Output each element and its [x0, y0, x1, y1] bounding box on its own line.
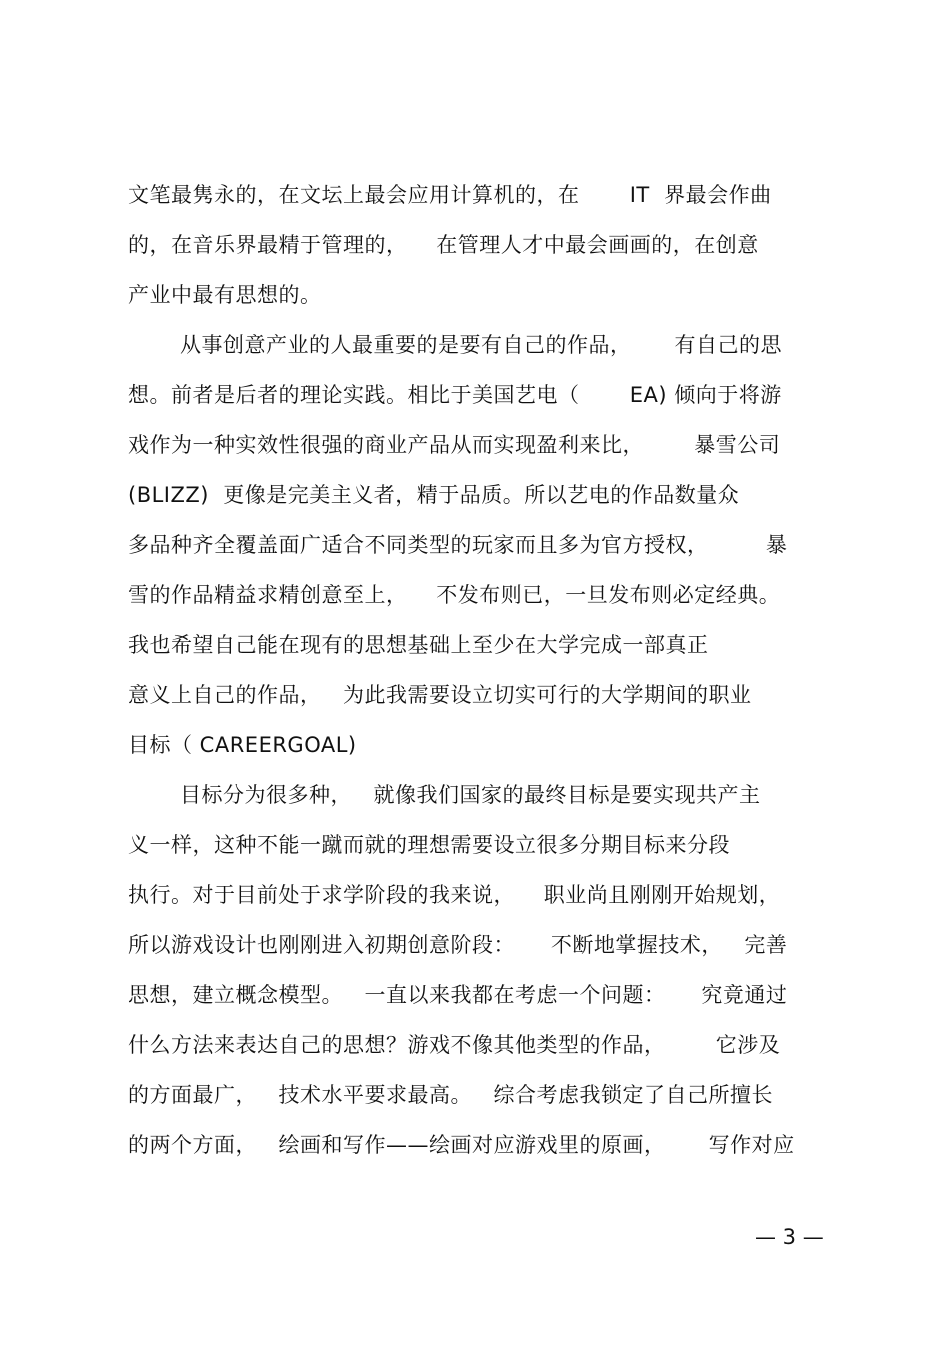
- text-line: 文笔最隽永的，在文坛上最会应用计算机的，在 IT 界最会作曲: [128, 183, 772, 207]
- text-line: 目标（ CAREERGOAL): [128, 733, 357, 757]
- text-line: 产业中最有思想的。: [128, 283, 322, 307]
- text-line: (BLIZZ) 更像是完美主义者，精于品质。所以艺电的作品数量众: [128, 483, 740, 507]
- text-line: 思想，建立概念模型。 一直以来我都在考虑一个问题： 究竟通过: [128, 983, 788, 1007]
- text-line: 执行。对于目前处于求学阶段的我来说， 职业尚且刚刚开始规划，: [128, 883, 781, 907]
- text-line: 什么方法来表达自己的思想？游戏不像其他类型的作品， 它涉及: [128, 1033, 781, 1057]
- text-line: 目标分为很多种， 就像我们国家的最终目标是要实现共产主: [180, 783, 761, 807]
- text-line: 的两个方面， 绘画和写作——绘画对应游戏里的原画， 写作对应: [128, 1133, 795, 1157]
- text-line: 的，在音乐界最精于管理的， 在管理人才中最会画画的，在创意: [128, 233, 759, 257]
- page-number: — 3 —: [755, 1225, 824, 1249]
- text-line: 想。前者是后者的理论实践。相比于美国艺电（ EA) 倾向于将游: [128, 383, 782, 407]
- text-line: 的方面最广， 技术水平要求最高。 综合考虑我锁定了自己所擅长: [128, 1083, 774, 1107]
- text-line: 多品种齐全覆盖面广适合不同类型的玩家而且多为官方授权， 暴: [128, 533, 788, 557]
- text-line: 雪的作品精益求精创意至上， 不发布则已，一旦发布则必定经典。: [128, 583, 781, 607]
- text-line: 从事创意产业的人最重要的是要有自己的作品， 有自己的思: [180, 333, 783, 357]
- text-line: 意义上自己的作品， 为此我需要设立切实可行的大学期间的职业: [128, 683, 752, 707]
- text-line: 义一样，这种不能一蹴而就的理想需要设立很多分期目标来分段: [128, 833, 730, 857]
- text-line: 所以游戏设计也刚刚进入初期创意阶段： 不断地掌握技术， 完善: [128, 933, 788, 957]
- text-line: 戏作为一种实效性很强的商业产品从而实现盈利来比， 暴雪公司: [128, 433, 781, 457]
- text-line: 我也希望自己能在现有的思想基础上至少在大学完成一部真正: [128, 633, 709, 657]
